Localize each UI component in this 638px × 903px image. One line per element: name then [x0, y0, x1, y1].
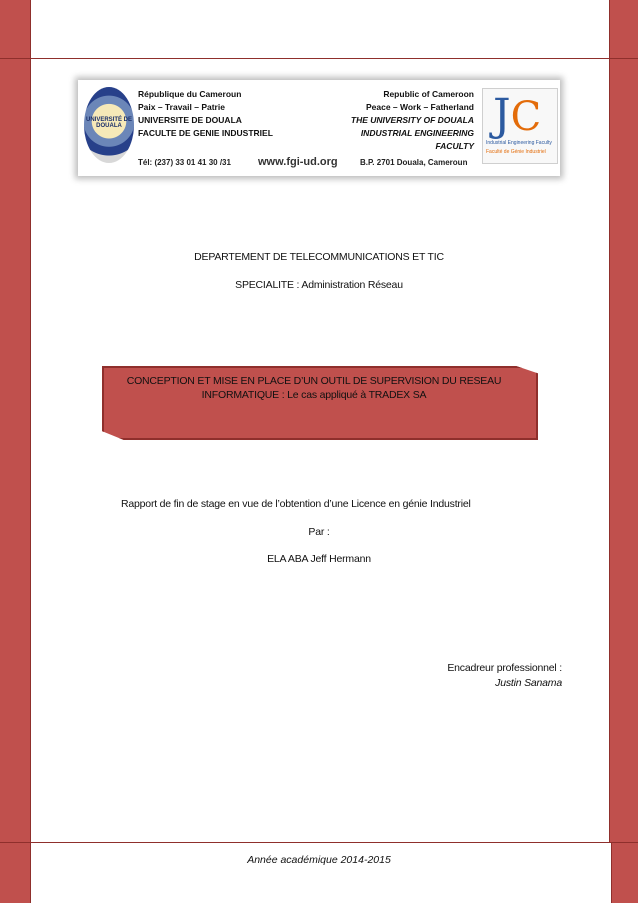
seal-text: UNIVERSITÉ DE DOUALA	[85, 117, 132, 129]
academic-year-footer: Année académique 2014-2015	[247, 854, 391, 866]
bottom-band-divider	[0, 842, 638, 843]
header-po-box: B.P. 2701 Douala, Cameroun	[360, 158, 468, 167]
header-left-line: UNIVERSITE DE DOUALA	[138, 115, 242, 125]
supervisor-label: Encadreur professionnel :	[447, 662, 562, 674]
faculty-logo-icon	[482, 88, 558, 164]
faculty-logo-mark: JC	[493, 90, 542, 141]
faculty-logo-caption	[486, 139, 556, 157]
header-right-line: INDUSTRIAL ENGINEERING FACULTY	[360, 128, 474, 151]
supervisor-name: Justin Sanama	[495, 677, 562, 689]
header-right-line: THE UNIVERSITY OF DOUALA	[350, 115, 474, 125]
header-telephone: Tél: (237) 33 01 41 30 /31	[138, 158, 231, 167]
header-left-line: République du Cameroun	[138, 89, 242, 99]
university-seal-icon	[84, 87, 134, 163]
department-heading: DEPARTEMENT DE TELECOMMUNICATIONS ET TIC	[194, 251, 444, 263]
university-header-banner	[78, 80, 560, 176]
bottom-page-area	[30, 842, 612, 903]
by-label: Par :	[308, 526, 330, 538]
specialty-heading: SPECIALITE : Administration Réseau	[235, 279, 403, 291]
header-left-line: FACULTE DE GENIE INDUSTRIEL	[138, 128, 273, 138]
logo-caption-line: Industrial Engineering Faculty	[486, 140, 552, 146]
author-name: ELA ABA Jeff Hermann	[267, 553, 371, 565]
header-website: www.fgi-ud.org	[258, 156, 338, 168]
header-right-block	[334, 88, 474, 153]
bottom-color-band	[0, 842, 638, 903]
report-purpose: Rapport de fin de stage en vue de l’obtention d’une Licence en génie Industriel	[121, 498, 471, 510]
header-right-line: Republic of Cameroon	[383, 89, 474, 99]
top-band-divider	[0, 58, 638, 59]
header-left-line: Paix – Travail – Patrie	[138, 102, 225, 112]
report-title-line: INFORMATIQUE : Le cas appliqué à TRADEX SA	[201, 389, 427, 401]
header-right-line: Peace – Work – Fatherland	[365, 102, 474, 112]
report-title	[118, 374, 510, 402]
logo-caption-line: Faculté de Génie Industriel	[486, 149, 546, 155]
header-left-block	[138, 88, 273, 140]
report-title-line: CONCEPTION ET MISE EN PLACE D’UN OUTIL DE SUPERVISION DU RESEAU	[126, 375, 502, 387]
